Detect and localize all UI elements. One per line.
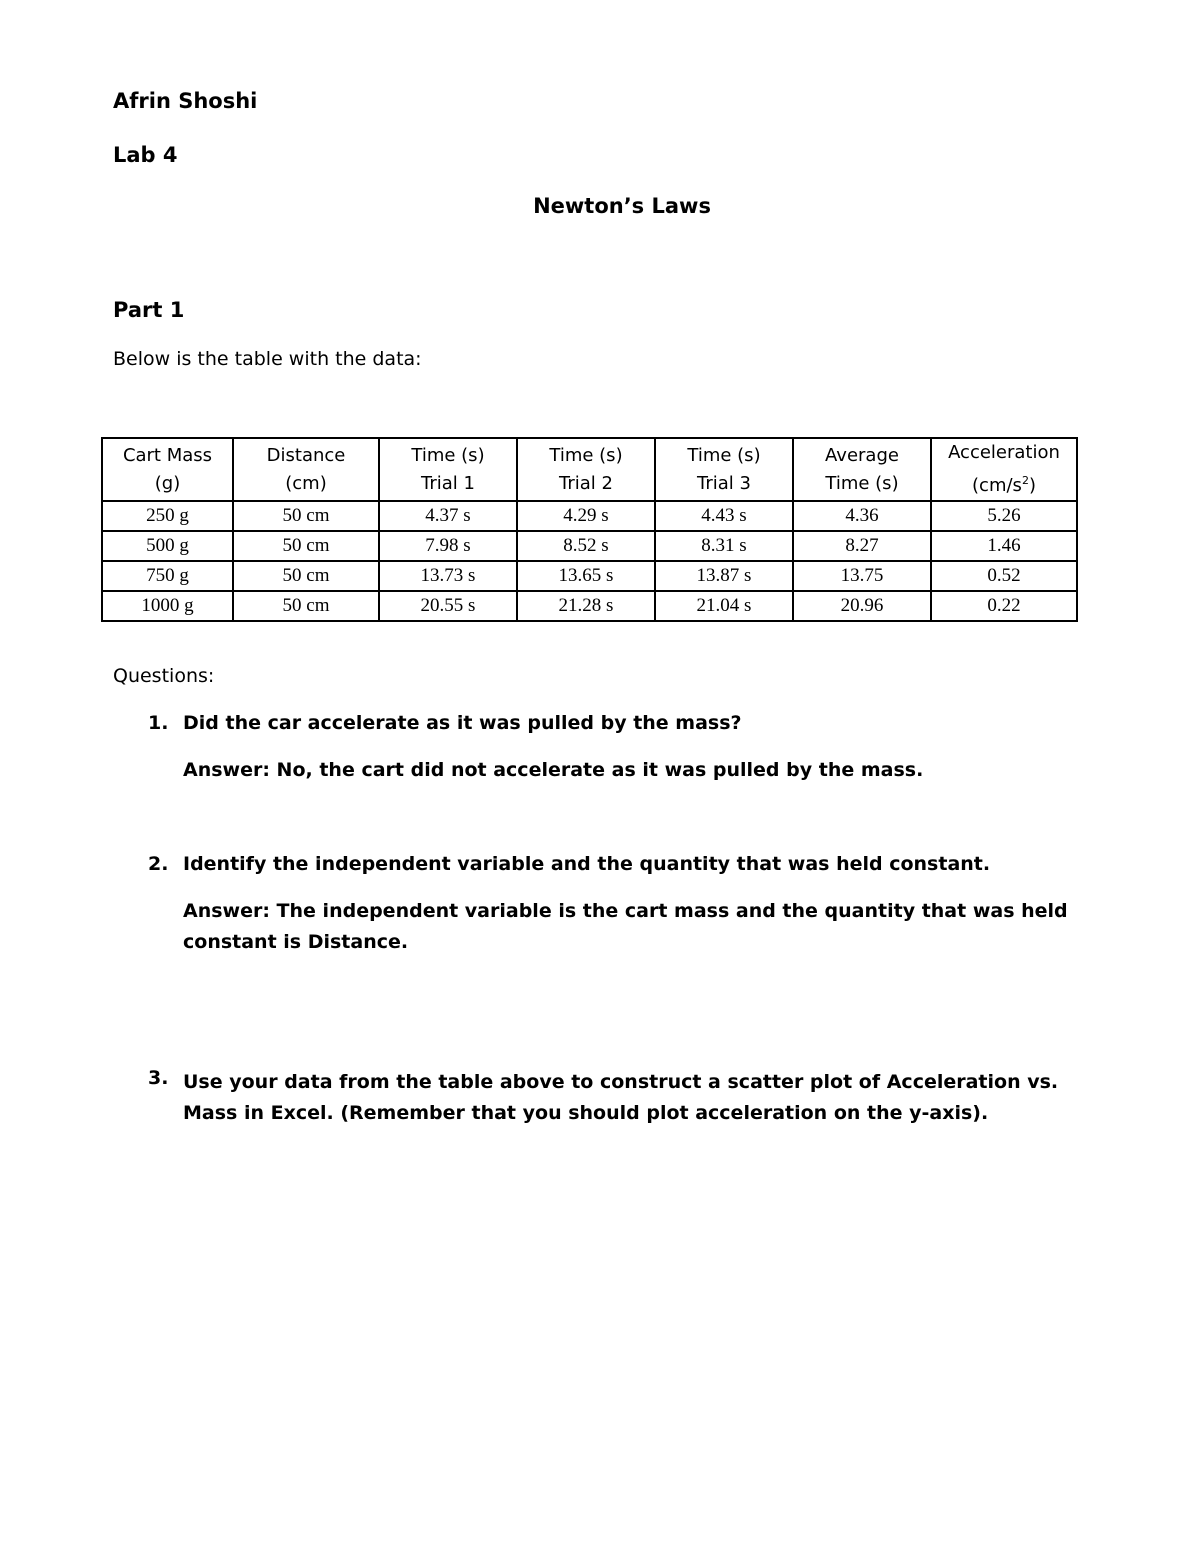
lab-number: Lab 4: [113, 143, 178, 167]
header-time-trial-3: Time (s) Trial 3: [655, 438, 793, 501]
cell-trial-2: 21.28 s: [517, 591, 655, 621]
header-acceleration: Acceleration $(cm/s^2)$: [931, 438, 1077, 501]
cell-acceleration: 5.26: [931, 501, 1077, 531]
cell-average-time: 4.36: [793, 501, 931, 531]
author-name: Afrin Shoshi: [113, 89, 258, 113]
cell-trial-3: 21.04 s: [655, 591, 793, 621]
cell-acceleration: 1.46: [931, 531, 1077, 561]
cell-average-time: 20.96: [793, 591, 931, 621]
cell-trial-1: 13.73 s: [379, 561, 517, 591]
cell-cart-mass: 750 g: [102, 561, 233, 591]
cell-average-time: 8.27: [793, 531, 931, 561]
header-cart-mass: Cart Mass (g): [102, 438, 233, 501]
cell-trial-3: 4.43 s: [655, 501, 793, 531]
table-row: [102, 561, 1077, 591]
table-intro: Below is the table with the data:: [113, 348, 422, 370]
document-title: Newton’s Laws: [533, 194, 711, 218]
header-distance: Distance (cm): [233, 438, 379, 501]
cell-trial-2: 4.29 s: [517, 501, 655, 531]
table-row: [102, 531, 1077, 561]
cell-acceleration: 0.22: [931, 591, 1077, 621]
question-2-answer: Answer: The independent variable is the cart mass and the quantity that was held constant is Distance.: [183, 900, 1068, 953]
cell-average-time: 13.75: [793, 561, 931, 591]
cell-distance: 50 cm: [233, 561, 379, 591]
cell-cart-mass: 250 g: [102, 501, 233, 531]
cell-distance: 50 cm: [233, 531, 379, 561]
header-average-time: Average Time (s): [793, 438, 931, 501]
question-1-answer: Answer: No, the cart did not accelerate as it was pulled by the mass.: [183, 759, 924, 781]
cell-trial-3: 13.87 s: [655, 561, 793, 591]
cell-trial-1: 4.37 s: [379, 501, 517, 531]
question-2-number: 2.: [148, 853, 169, 875]
header-time-trial-1: Time (s) Trial 1: [379, 438, 517, 501]
question-1-number: 1.: [148, 712, 169, 734]
question-2-text: Identify the independent variable and the quantity that was held constant.: [183, 853, 991, 875]
cell-trial-2: 13.65 s: [517, 561, 655, 591]
table-row: [102, 591, 1077, 621]
table-header-row: [102, 438, 1077, 501]
part-heading: Part 1: [113, 298, 185, 322]
cell-cart-mass: 500 g: [102, 531, 233, 561]
cell-trial-1: 20.55 s: [379, 591, 517, 621]
question-1-text: Did the car accelerate as it was pulled by the mass?: [183, 712, 742, 734]
header-time-trial-2: Time (s) Trial 2: [517, 438, 655, 501]
cell-distance: 50 cm: [233, 501, 379, 531]
table-row: [102, 501, 1077, 531]
cell-acceleration: 0.52: [931, 561, 1077, 591]
questions-heading: Questions:: [113, 665, 215, 687]
question-3-number: 3.: [148, 1067, 169, 1089]
cell-trial-3: 8.31 s: [655, 531, 793, 561]
question-3-text: Use your data from the table above to construct a scatter plot of Acceleration vs. Mass in Excel. (Remember that you should plot acceleration on the y-axis).: [183, 1071, 1059, 1124]
cell-distance: 50 cm: [233, 591, 379, 621]
data-table: [101, 437, 1078, 622]
cell-cart-mass: 1000 g: [102, 591, 233, 621]
cell-trial-2: 8.52 s: [517, 531, 655, 561]
cell-trial-1: 7.98 s: [379, 531, 517, 561]
